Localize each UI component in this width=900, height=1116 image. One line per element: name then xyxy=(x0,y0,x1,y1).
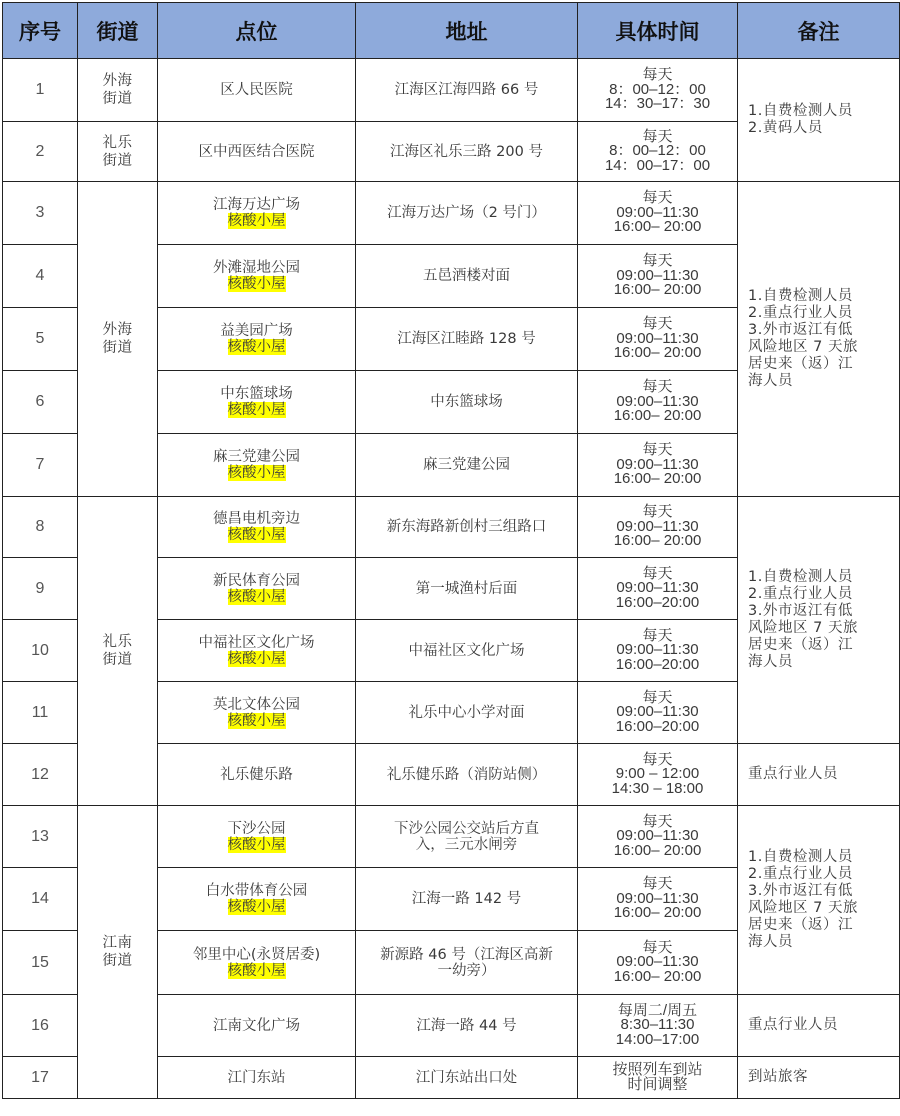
address-cell: 江门东站出口处 xyxy=(356,1057,578,1099)
site-cell: 白水带体育公园 核酸小屋 xyxy=(158,868,356,931)
address-cell: 中福社区文化广场 xyxy=(356,620,578,682)
site-cell: 礼乐健乐路 xyxy=(158,744,356,806)
notes-cell: 1.自费检测人员 2.重点行业人员 3.外市返江有低 风险地区 7 天旅 居史来（返）江 海人员 xyxy=(738,182,900,497)
time-cell: 每天 09:00–11:30 16:00– 20:00 xyxy=(578,434,738,497)
site-cell: 江南文化广场 xyxy=(158,995,356,1057)
nucleic-acid-hut-tag: 核酸小屋 xyxy=(227,276,286,292)
notes-cell: 1.自费检测人员 2.黄码人员 xyxy=(738,59,900,182)
notes-cell: 到站旅客 xyxy=(738,1057,900,1099)
site-cell: 区人民医院 xyxy=(158,59,356,122)
site-cell: 德昌电机旁边 核酸小屋 xyxy=(158,497,356,558)
header-street: 街道 xyxy=(78,3,158,59)
nucleic-acid-hut-tag: 核酸小屋 xyxy=(227,588,286,605)
time-cell: 每天 09:00–11:30 16:00–20:00 xyxy=(578,682,738,744)
row-number: 12 xyxy=(3,744,78,806)
street-cell: 礼乐 街道 xyxy=(78,122,158,182)
site-cell: 英北文体公园 核酸小屋 xyxy=(158,682,356,744)
row-number: 9 xyxy=(3,558,78,620)
row-number: 13 xyxy=(3,806,78,868)
address-cell: 江海区江海四路 66 号 xyxy=(356,59,578,122)
street-cell: 外海 街道 xyxy=(78,59,158,122)
nucleic-acid-hut-tag: 核酸小屋 xyxy=(227,650,286,667)
street-cell: 江南 街道 xyxy=(78,806,158,1099)
row-number: 11 xyxy=(3,682,78,744)
address-cell: 礼乐健乐路（消防站侧） xyxy=(356,744,578,806)
notes-cell: 1.自费检测人员 2.重点行业人员 3.外市返江有低 风险地区 7 天旅 居史来（返）江 海人员 xyxy=(738,806,900,995)
time-cell: 每天 09:00–11:30 16:00– 20:00 xyxy=(578,182,738,245)
address-cell: 江海万达广场（2 号门） xyxy=(356,182,578,245)
testing-sites-table xyxy=(2,2,900,1099)
site-cell: 外滩湿地公园 核酸小屋 xyxy=(158,245,356,308)
row-number: 10 xyxy=(3,620,78,682)
header-notes: 备注 xyxy=(738,3,900,59)
address-cell: 中东篮球场 xyxy=(356,371,578,434)
nucleic-acid-hut-tag: 核酸小屋 xyxy=(227,712,286,729)
table-row xyxy=(3,497,900,558)
time-cell: 每周二/周五 8:30–11:30 14:00–17:00 xyxy=(578,995,738,1057)
address-cell: 江海一路 44 号 xyxy=(356,995,578,1057)
site-cell: 麻三党建公园 核酸小屋 xyxy=(158,434,356,497)
notes-cell: 重点行业人员 xyxy=(738,744,900,806)
site-cell: 邻里中心(永贤居委) 核酸小屋 xyxy=(158,931,356,995)
header-time: 具体时间 xyxy=(578,3,738,59)
site-cell: 中东篮球场 核酸小屋 xyxy=(158,371,356,434)
nucleic-acid-hut-tag: 核酸小屋 xyxy=(227,899,286,915)
time-cell: 每天 09:00–11:30 16:00– 20:00 xyxy=(578,806,738,868)
address-cell: 麻三党建公园 xyxy=(356,434,578,497)
table-row xyxy=(3,806,900,868)
row-number: 7 xyxy=(3,434,78,497)
row-number: 6 xyxy=(3,371,78,434)
address-cell: 江海区礼乐三路 200 号 xyxy=(356,122,578,182)
table-header-row xyxy=(3,3,900,59)
table-row xyxy=(3,182,900,245)
address-cell: 五邑酒楼对面 xyxy=(356,245,578,308)
nucleic-acid-hut-tag: 核酸小屋 xyxy=(227,836,286,853)
row-number: 3 xyxy=(3,182,78,245)
table-row xyxy=(3,59,900,122)
time-cell: 每天 09:00–11:30 16:00– 20:00 xyxy=(578,245,738,308)
time-cell: 每天 09:00–11:30 16:00–20:00 xyxy=(578,620,738,682)
street-cell: 外海 街道 xyxy=(78,182,158,497)
nucleic-acid-hut-tag: 核酸小屋 xyxy=(227,213,286,229)
row-number: 14 xyxy=(3,868,78,931)
row-number: 5 xyxy=(3,308,78,371)
address-cell: 礼乐中心小学对面 xyxy=(356,682,578,744)
row-number: 17 xyxy=(3,1057,78,1099)
row-number: 15 xyxy=(3,931,78,995)
street-cell: 礼乐 街道 xyxy=(78,497,158,806)
address-cell: 新源路 46 号（江海区高新 一幼旁） xyxy=(356,931,578,995)
address-cell: 第一城渔村后面 xyxy=(356,558,578,620)
time-cell: 每天 09:00–11:30 16:00– 20:00 xyxy=(578,308,738,371)
header-index: 序号 xyxy=(3,3,78,59)
site-cell: 新民体育公园 核酸小屋 xyxy=(158,558,356,620)
nucleic-acid-hut-tag: 核酸小屋 xyxy=(227,527,286,543)
site-cell: 下沙公园 核酸小屋 xyxy=(158,806,356,868)
nucleic-acid-hut-tag: 核酸小屋 xyxy=(227,402,286,418)
header-address: 地址 xyxy=(356,3,578,59)
nucleic-acid-hut-tag: 核酸小屋 xyxy=(227,962,286,979)
time-cell: 每天 09:00–11:30 16:00– 20:00 xyxy=(578,931,738,995)
header-site: 点位 xyxy=(158,3,356,59)
nucleic-acid-hut-tag: 核酸小屋 xyxy=(227,465,286,481)
address-cell: 新东海路新创村三组路口 xyxy=(356,497,578,558)
time-cell: 每天 09:00–11:30 16:00–20:00 xyxy=(578,558,738,620)
time-cell: 每天 09:00–11:30 16:00– 20:00 xyxy=(578,868,738,931)
time-cell: 每天 09:00–11:30 16:00– 20:00 xyxy=(578,497,738,558)
time-cell: 每天 8：00–12：00 14：30–17：30 xyxy=(578,59,738,122)
row-number: 2 xyxy=(3,122,78,182)
site-cell: 区中西医结合医院 xyxy=(158,122,356,182)
time-cell: 每天 9:00 – 12:00 14:30 – 18:00 xyxy=(578,744,738,806)
row-number: 4 xyxy=(3,245,78,308)
site-cell: 江海万达广场 核酸小屋 xyxy=(158,182,356,245)
row-number: 8 xyxy=(3,497,78,558)
row-number: 1 xyxy=(3,59,78,122)
site-cell: 中福社区文化广场 核酸小屋 xyxy=(158,620,356,682)
address-cell: 江海一路 142 号 xyxy=(356,868,578,931)
notes-cell: 1.自费检测人员 2.重点行业人员 3.外市返江有低 风险地区 7 天旅 居史来（返）江 海人员 xyxy=(738,497,900,744)
row-number: 16 xyxy=(3,995,78,1057)
time-cell: 按照列车到站 时间调整 xyxy=(578,1057,738,1099)
time-cell: 每天 8：00–12：00 14：00–17：00 xyxy=(578,122,738,182)
site-cell: 江门东站 xyxy=(158,1057,356,1099)
nucleic-acid-hut-tag: 核酸小屋 xyxy=(227,339,286,355)
site-cell: 益美园广场 核酸小屋 xyxy=(158,308,356,371)
notes-cell: 重点行业人员 xyxy=(738,995,900,1057)
address-cell: 下沙公园公交站后方直 入，三元水闸旁 xyxy=(356,806,578,868)
address-cell: 江海区江睦路 128 号 xyxy=(356,308,578,371)
time-cell: 每天 09:00–11:30 16:00– 20:00 xyxy=(578,371,738,434)
